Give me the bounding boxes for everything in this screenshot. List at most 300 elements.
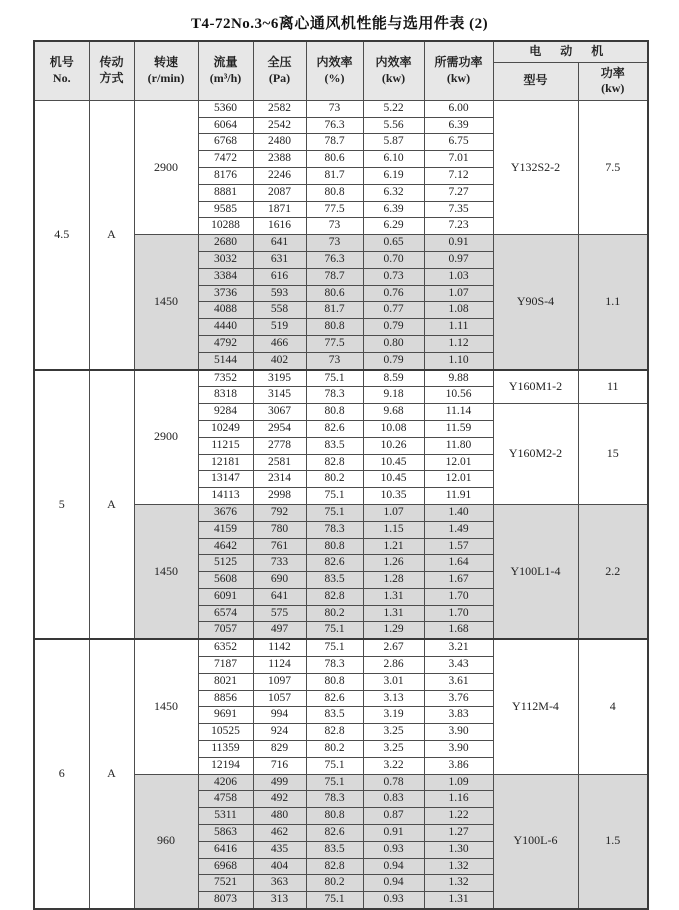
efficiency-kw-cell: 6.29 bbox=[363, 218, 424, 235]
header-machine-no-line2: No. bbox=[52, 70, 71, 85]
required-power-cell: 1.09 bbox=[424, 774, 493, 791]
efficiency-kw-cell: 0.93 bbox=[363, 841, 424, 858]
efficiency-pct-cell: 78.7 bbox=[306, 134, 363, 151]
efficiency-pct-cell: 73 bbox=[306, 352, 363, 369]
pressure-cell: 690 bbox=[253, 572, 306, 589]
flow-cell: 6091 bbox=[198, 588, 253, 605]
required-power-cell: 12.01 bbox=[424, 454, 493, 471]
flow-cell: 10288 bbox=[198, 218, 253, 235]
efficiency-kw-cell: 10.45 bbox=[363, 454, 424, 471]
pressure-cell: 2778 bbox=[253, 437, 306, 454]
flow-cell: 12181 bbox=[198, 454, 253, 471]
header-pressure bbox=[253, 41, 306, 100]
pressure-cell: 733 bbox=[253, 555, 306, 572]
pressure-cell: 2954 bbox=[253, 420, 306, 437]
flow-cell: 13147 bbox=[198, 471, 253, 488]
required-power-cell: 1.32 bbox=[424, 858, 493, 875]
flow-cell: 12194 bbox=[198, 757, 253, 774]
pressure-cell: 2087 bbox=[253, 184, 306, 201]
required-power-cell: 3.76 bbox=[424, 690, 493, 707]
pressure-cell: 2388 bbox=[253, 151, 306, 168]
header-speed bbox=[134, 41, 198, 100]
efficiency-kw-cell: 5.56 bbox=[363, 117, 424, 134]
pressure-cell: 641 bbox=[253, 235, 306, 252]
required-power-cell: 7.35 bbox=[424, 201, 493, 218]
motor-power-cell: 15 bbox=[578, 404, 648, 505]
flow-cell: 10525 bbox=[198, 724, 253, 741]
required-power-cell: 1.12 bbox=[424, 335, 493, 352]
pressure-cell: 2582 bbox=[253, 100, 306, 117]
flow-cell: 4206 bbox=[198, 774, 253, 791]
required-power-cell: 6.00 bbox=[424, 100, 493, 117]
pressure-cell: 829 bbox=[253, 741, 306, 758]
required-power-cell: 6.75 bbox=[424, 134, 493, 151]
efficiency-kw-cell: 1.31 bbox=[363, 588, 424, 605]
pressure-cell: 631 bbox=[253, 251, 306, 268]
motor-power-cell: 7.5 bbox=[578, 100, 648, 234]
motor-power-cell: 1.5 bbox=[578, 774, 648, 909]
flow-cell: 4159 bbox=[198, 521, 253, 538]
page-title: T4-72No.3~6离心通风机性能与选用件表 (2) bbox=[190, 16, 489, 32]
required-power-cell: 11.80 bbox=[424, 437, 493, 454]
motor-power-cell: 1.1 bbox=[578, 235, 648, 370]
efficiency-pct-cell: 78.3 bbox=[306, 791, 363, 808]
efficiency-kw-cell: 3.19 bbox=[363, 707, 424, 724]
required-power-cell: 3.61 bbox=[424, 673, 493, 690]
efficiency-pct-cell: 73 bbox=[306, 235, 363, 252]
flow-cell: 3032 bbox=[198, 251, 253, 268]
header-drive-mode bbox=[89, 41, 134, 100]
efficiency-kw-cell: 6.32 bbox=[363, 184, 424, 201]
motor-model-cell: Y112M-4 bbox=[493, 639, 578, 774]
header-required-power bbox=[424, 41, 493, 100]
required-power-cell: 1.10 bbox=[424, 352, 493, 369]
header-motor-group: 电 动 机 bbox=[493, 41, 648, 62]
efficiency-kw-cell: 3.13 bbox=[363, 690, 424, 707]
header-flow-line2: (m³/h) bbox=[209, 70, 242, 85]
efficiency-kw-cell: 0.77 bbox=[363, 302, 424, 319]
efficiency-pct-cell: 83.5 bbox=[306, 707, 363, 724]
pressure-cell: 761 bbox=[253, 538, 306, 555]
required-power-cell: 1.68 bbox=[424, 622, 493, 639]
fan-performance-table bbox=[33, 40, 649, 910]
efficiency-kw-cell: 0.80 bbox=[363, 335, 424, 352]
efficiency-kw-cell: 10.26 bbox=[363, 437, 424, 454]
efficiency-kw-cell: 0.79 bbox=[363, 352, 424, 369]
required-power-cell: 1.31 bbox=[424, 892, 493, 909]
flow-cell: 8073 bbox=[198, 892, 253, 909]
header-drive-line2: 方式 bbox=[99, 70, 124, 85]
efficiency-kw-cell: 0.78 bbox=[363, 774, 424, 791]
pressure-cell: 1142 bbox=[253, 639, 306, 656]
efficiency-pct-cell: 75.1 bbox=[306, 892, 363, 909]
efficiency-kw-cell: 0.87 bbox=[363, 808, 424, 825]
efficiency-pct-cell: 78.3 bbox=[306, 521, 363, 538]
efficiency-kw-cell: 6.10 bbox=[363, 151, 424, 168]
header-speed-line1: 转速 bbox=[153, 55, 178, 70]
motor-model-cell: Y160M2-2 bbox=[493, 404, 578, 505]
motor-power-cell: 11 bbox=[578, 370, 648, 404]
required-power-cell: 1.08 bbox=[424, 302, 493, 319]
efficiency-kw-cell: 0.94 bbox=[363, 858, 424, 875]
efficiency-pct-cell: 78.3 bbox=[306, 657, 363, 674]
machine-no-cell: 6 bbox=[34, 639, 89, 909]
efficiency-kw-cell: 1.29 bbox=[363, 622, 424, 639]
flow-cell: 5608 bbox=[198, 572, 253, 589]
required-power-cell: 12.01 bbox=[424, 471, 493, 488]
speed-cell: 960 bbox=[134, 774, 198, 909]
efficiency-kw-cell: 5.87 bbox=[363, 134, 424, 151]
required-power-cell: 1.32 bbox=[424, 875, 493, 892]
header-speed-line2: (r/min) bbox=[147, 70, 185, 85]
pressure-cell: 363 bbox=[253, 875, 306, 892]
flow-cell: 2680 bbox=[198, 235, 253, 252]
efficiency-pct-cell: 83.5 bbox=[306, 572, 363, 589]
efficiency-pct-cell: 82.8 bbox=[306, 454, 363, 471]
machine-no-cell: 4.5 bbox=[34, 100, 89, 369]
motor-model-cell: Y100L1-4 bbox=[493, 504, 578, 639]
header-required-power-line2: (kw) bbox=[446, 70, 471, 85]
pressure-cell: 402 bbox=[253, 352, 306, 369]
required-power-cell: 6.39 bbox=[424, 117, 493, 134]
efficiency-pct-cell: 80.8 bbox=[306, 538, 363, 555]
efficiency-kw-cell: 0.79 bbox=[363, 319, 424, 336]
header-efficiency-pct-line2: (%) bbox=[324, 70, 345, 85]
efficiency-kw-cell: 0.93 bbox=[363, 892, 424, 909]
required-power-cell: 3.90 bbox=[424, 741, 493, 758]
flow-cell: 10249 bbox=[198, 420, 253, 437]
efficiency-kw-cell: 0.91 bbox=[363, 825, 424, 842]
table-row bbox=[34, 100, 648, 117]
efficiency-kw-cell: 3.01 bbox=[363, 673, 424, 690]
efficiency-pct-cell: 80.2 bbox=[306, 605, 363, 622]
pressure-cell: 2998 bbox=[253, 488, 306, 505]
flow-cell: 8856 bbox=[198, 690, 253, 707]
efficiency-pct-cell: 80.2 bbox=[306, 741, 363, 758]
efficiency-pct-cell: 82.8 bbox=[306, 858, 363, 875]
efficiency-pct-cell: 73 bbox=[306, 100, 363, 117]
flow-cell: 11215 bbox=[198, 437, 253, 454]
speed-cell: 2900 bbox=[134, 100, 198, 234]
efficiency-pct-cell: 80.6 bbox=[306, 151, 363, 168]
header-efficiency-kw-line1: 内效率 bbox=[375, 55, 412, 70]
pressure-cell: 2314 bbox=[253, 471, 306, 488]
pressure-cell: 2542 bbox=[253, 117, 306, 134]
header-efficiency-pct bbox=[306, 41, 363, 100]
efficiency-kw-cell: 0.94 bbox=[363, 875, 424, 892]
table-row bbox=[34, 639, 648, 656]
efficiency-kw-cell: 2.67 bbox=[363, 639, 424, 656]
required-power-cell: 1.03 bbox=[424, 268, 493, 285]
efficiency-pct-cell: 80.8 bbox=[306, 319, 363, 336]
efficiency-kw-cell: 1.21 bbox=[363, 538, 424, 555]
flow-cell: 8318 bbox=[198, 387, 253, 404]
required-power-cell: 3.90 bbox=[424, 724, 493, 741]
header-required-power-line1: 所需功率 bbox=[434, 55, 483, 70]
efficiency-pct-cell: 82.6 bbox=[306, 420, 363, 437]
required-power-cell: 1.40 bbox=[424, 504, 493, 521]
efficiency-pct-cell: 76.3 bbox=[306, 251, 363, 268]
pressure-cell: 2480 bbox=[253, 134, 306, 151]
flow-cell: 8176 bbox=[198, 167, 253, 184]
efficiency-pct-cell: 75.1 bbox=[306, 639, 363, 656]
required-power-cell: 7.12 bbox=[424, 167, 493, 184]
header-motor-power-line2: (kw) bbox=[601, 81, 625, 96]
efficiency-kw-cell: 1.26 bbox=[363, 555, 424, 572]
header-efficiency-pct-line1: 内效率 bbox=[316, 55, 353, 70]
pressure-cell: 497 bbox=[253, 622, 306, 639]
efficiency-pct-cell: 83.5 bbox=[306, 841, 363, 858]
pressure-cell: 1097 bbox=[253, 673, 306, 690]
efficiency-pct-cell: 75.1 bbox=[306, 774, 363, 791]
efficiency-pct-cell: 75.1 bbox=[306, 757, 363, 774]
efficiency-pct-cell: 80.8 bbox=[306, 673, 363, 690]
pressure-cell: 3145 bbox=[253, 387, 306, 404]
efficiency-pct-cell: 76.3 bbox=[306, 117, 363, 134]
efficiency-kw-cell: 0.65 bbox=[363, 235, 424, 252]
efficiency-pct-cell: 80.2 bbox=[306, 875, 363, 892]
required-power-cell: 7.01 bbox=[424, 151, 493, 168]
flow-cell: 5311 bbox=[198, 808, 253, 825]
required-power-cell: 3.43 bbox=[424, 657, 493, 674]
pressure-cell: 1057 bbox=[253, 690, 306, 707]
required-power-cell: 3.86 bbox=[424, 757, 493, 774]
pressure-cell: 558 bbox=[253, 302, 306, 319]
pressure-cell: 716 bbox=[253, 757, 306, 774]
pressure-cell: 480 bbox=[253, 808, 306, 825]
header-flow bbox=[198, 41, 253, 100]
efficiency-kw-cell: 1.15 bbox=[363, 521, 424, 538]
efficiency-pct-cell: 83.5 bbox=[306, 437, 363, 454]
flow-cell: 4642 bbox=[198, 538, 253, 555]
flow-cell: 8021 bbox=[198, 673, 253, 690]
flow-cell: 14113 bbox=[198, 488, 253, 505]
efficiency-kw-cell: 6.19 bbox=[363, 167, 424, 184]
motor-power-cell: 4 bbox=[578, 639, 648, 774]
required-power-cell: 10.56 bbox=[424, 387, 493, 404]
speed-cell: 1450 bbox=[134, 235, 198, 370]
pressure-cell: 3195 bbox=[253, 370, 306, 387]
efficiency-pct-cell: 82.6 bbox=[306, 690, 363, 707]
efficiency-kw-cell: 0.76 bbox=[363, 285, 424, 302]
required-power-cell: 7.27 bbox=[424, 184, 493, 201]
pressure-cell: 616 bbox=[253, 268, 306, 285]
pressure-cell: 435 bbox=[253, 841, 306, 858]
flow-cell: 4758 bbox=[198, 791, 253, 808]
flow-cell: 11359 bbox=[198, 741, 253, 758]
flow-cell: 5360 bbox=[198, 100, 253, 117]
efficiency-kw-cell: 9.18 bbox=[363, 387, 424, 404]
drive-mode-cell: A bbox=[89, 370, 134, 640]
efficiency-kw-cell: 6.39 bbox=[363, 201, 424, 218]
efficiency-pct-cell: 80.8 bbox=[306, 404, 363, 421]
pressure-cell: 499 bbox=[253, 774, 306, 791]
header-efficiency-kw bbox=[363, 41, 424, 100]
flow-cell: 4792 bbox=[198, 335, 253, 352]
pressure-cell: 313 bbox=[253, 892, 306, 909]
efficiency-kw-cell: 2.86 bbox=[363, 657, 424, 674]
flow-cell: 9284 bbox=[198, 404, 253, 421]
required-power-cell: 11.59 bbox=[424, 420, 493, 437]
header-motor-model: 型号 bbox=[493, 62, 578, 100]
flow-cell: 3736 bbox=[198, 285, 253, 302]
efficiency-kw-cell: 10.08 bbox=[363, 420, 424, 437]
pressure-cell: 404 bbox=[253, 858, 306, 875]
required-power-cell: 1.22 bbox=[424, 808, 493, 825]
flow-cell: 7521 bbox=[198, 875, 253, 892]
pressure-cell: 492 bbox=[253, 791, 306, 808]
required-power-cell: 11.91 bbox=[424, 488, 493, 505]
flow-cell: 9691 bbox=[198, 707, 253, 724]
required-power-cell: 1.70 bbox=[424, 605, 493, 622]
efficiency-pct-cell: 77.5 bbox=[306, 201, 363, 218]
header-flow-line1: 流量 bbox=[213, 55, 238, 70]
efficiency-kw-cell: 0.83 bbox=[363, 791, 424, 808]
required-power-cell: 1.67 bbox=[424, 572, 493, 589]
pressure-cell: 1616 bbox=[253, 218, 306, 235]
flow-cell: 6768 bbox=[198, 134, 253, 151]
machine-no-cell: 5 bbox=[34, 370, 89, 640]
efficiency-pct-cell: 82.6 bbox=[306, 825, 363, 842]
efficiency-kw-cell: 3.22 bbox=[363, 757, 424, 774]
efficiency-pct-cell: 81.7 bbox=[306, 302, 363, 319]
header-pressure-line1: 全压 bbox=[267, 55, 292, 70]
pressure-cell: 3067 bbox=[253, 404, 306, 421]
pressure-cell: 2581 bbox=[253, 454, 306, 471]
flow-cell: 5144 bbox=[198, 352, 253, 369]
efficiency-pct-cell: 75.1 bbox=[306, 622, 363, 639]
required-power-cell: 1.57 bbox=[424, 538, 493, 555]
efficiency-pct-cell: 78.7 bbox=[306, 268, 363, 285]
pressure-cell: 575 bbox=[253, 605, 306, 622]
pressure-cell: 2246 bbox=[253, 167, 306, 184]
flow-cell: 6352 bbox=[198, 639, 253, 656]
pressure-cell: 1124 bbox=[253, 657, 306, 674]
required-power-cell: 11.14 bbox=[424, 404, 493, 421]
table-row bbox=[34, 370, 648, 387]
required-power-cell: 1.27 bbox=[424, 825, 493, 842]
drive-mode-cell: A bbox=[89, 100, 134, 369]
pressure-cell: 780 bbox=[253, 521, 306, 538]
motor-model-cell: Y132S2-2 bbox=[493, 100, 578, 234]
speed-cell: 1450 bbox=[134, 504, 198, 639]
flow-cell: 7057 bbox=[198, 622, 253, 639]
table-header bbox=[34, 41, 648, 100]
pressure-cell: 924 bbox=[253, 724, 306, 741]
required-power-cell: 1.07 bbox=[424, 285, 493, 302]
motor-model-cell: Y100L-6 bbox=[493, 774, 578, 909]
required-power-cell: 1.11 bbox=[424, 319, 493, 336]
flow-cell: 8881 bbox=[198, 184, 253, 201]
required-power-cell: 1.64 bbox=[424, 555, 493, 572]
efficiency-kw-cell: 9.68 bbox=[363, 404, 424, 421]
efficiency-pct-cell: 80.8 bbox=[306, 808, 363, 825]
header-efficiency-kw-line2: (kw) bbox=[381, 70, 406, 85]
required-power-cell: 7.23 bbox=[424, 218, 493, 235]
efficiency-pct-cell: 82.8 bbox=[306, 724, 363, 741]
pressure-cell: 994 bbox=[253, 707, 306, 724]
efficiency-kw-cell: 10.35 bbox=[363, 488, 424, 505]
flow-cell: 6968 bbox=[198, 858, 253, 875]
header-motor-power-line1: 功率 bbox=[600, 65, 625, 80]
efficiency-pct-cell: 75.1 bbox=[306, 370, 363, 387]
pressure-cell: 792 bbox=[253, 504, 306, 521]
speed-cell: 2900 bbox=[134, 370, 198, 505]
header-drive-line1: 传动 bbox=[99, 55, 124, 70]
pressure-cell: 462 bbox=[253, 825, 306, 842]
pressure-cell: 593 bbox=[253, 285, 306, 302]
flow-cell: 4440 bbox=[198, 319, 253, 336]
motor-model-cell: Y160M1-2 bbox=[493, 370, 578, 404]
flow-cell: 6416 bbox=[198, 841, 253, 858]
efficiency-pct-cell: 82.6 bbox=[306, 555, 363, 572]
flow-cell: 3676 bbox=[198, 504, 253, 521]
flow-cell: 7187 bbox=[198, 657, 253, 674]
efficiency-pct-cell: 75.1 bbox=[306, 504, 363, 521]
efficiency-pct-cell: 73 bbox=[306, 218, 363, 235]
efficiency-pct-cell: 82.8 bbox=[306, 588, 363, 605]
efficiency-pct-cell: 80.8 bbox=[306, 184, 363, 201]
required-power-cell: 1.30 bbox=[424, 841, 493, 858]
header-machine-no-line1: 机号 bbox=[49, 55, 74, 70]
motor-power-cell: 2.2 bbox=[578, 504, 648, 639]
flow-cell: 3384 bbox=[198, 268, 253, 285]
header-pressure-line2: (Pa) bbox=[268, 70, 291, 85]
flow-cell: 6574 bbox=[198, 605, 253, 622]
efficiency-kw-cell: 1.31 bbox=[363, 605, 424, 622]
efficiency-kw-cell: 3.25 bbox=[363, 724, 424, 741]
header-motor-power bbox=[578, 62, 648, 100]
efficiency-kw-cell: 5.22 bbox=[363, 100, 424, 117]
pressure-cell: 466 bbox=[253, 335, 306, 352]
efficiency-pct-cell: 75.1 bbox=[306, 488, 363, 505]
efficiency-kw-cell: 3.25 bbox=[363, 741, 424, 758]
efficiency-pct-cell: 80.6 bbox=[306, 285, 363, 302]
efficiency-kw-cell: 0.73 bbox=[363, 268, 424, 285]
required-power-cell: 1.70 bbox=[424, 588, 493, 605]
required-power-cell: 0.97 bbox=[424, 251, 493, 268]
drive-mode-cell: A bbox=[89, 639, 134, 909]
pressure-cell: 641 bbox=[253, 588, 306, 605]
flow-cell: 6064 bbox=[198, 117, 253, 134]
efficiency-kw-cell: 1.07 bbox=[363, 504, 424, 521]
efficiency-kw-cell: 10.45 bbox=[363, 471, 424, 488]
header-machine-no bbox=[34, 41, 89, 100]
required-power-cell: 1.16 bbox=[424, 791, 493, 808]
pressure-cell: 1871 bbox=[253, 201, 306, 218]
required-power-cell: 9.88 bbox=[424, 370, 493, 387]
flow-cell: 7352 bbox=[198, 370, 253, 387]
motor-model-cell: Y90S-4 bbox=[493, 235, 578, 370]
efficiency-kw-cell: 8.59 bbox=[363, 370, 424, 387]
efficiency-pct-cell: 80.2 bbox=[306, 471, 363, 488]
efficiency-pct-cell: 78.3 bbox=[306, 387, 363, 404]
efficiency-pct-cell: 81.7 bbox=[306, 167, 363, 184]
speed-cell: 1450 bbox=[134, 639, 198, 774]
required-power-cell: 3.83 bbox=[424, 707, 493, 724]
required-power-cell: 0.91 bbox=[424, 235, 493, 252]
pressure-cell: 519 bbox=[253, 319, 306, 336]
flow-cell: 5125 bbox=[198, 555, 253, 572]
table-body bbox=[34, 100, 648, 909]
required-power-cell: 1.49 bbox=[424, 521, 493, 538]
efficiency-kw-cell: 1.28 bbox=[363, 572, 424, 589]
efficiency-pct-cell: 77.5 bbox=[306, 335, 363, 352]
flow-cell: 5863 bbox=[198, 825, 253, 842]
flow-cell: 9585 bbox=[198, 201, 253, 218]
efficiency-kw-cell: 0.70 bbox=[363, 251, 424, 268]
flow-cell: 4088 bbox=[198, 302, 253, 319]
